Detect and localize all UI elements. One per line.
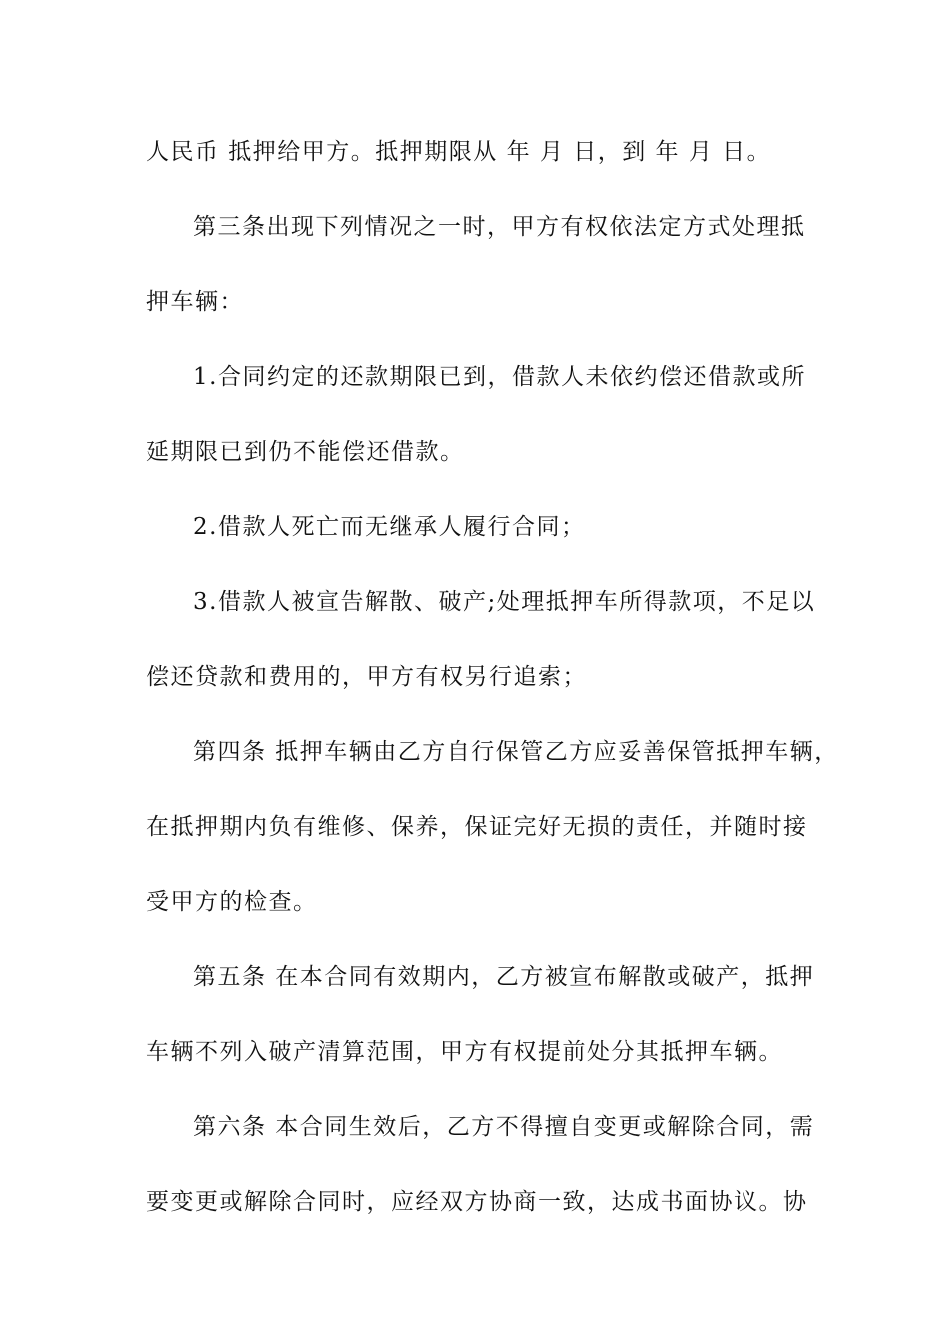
text-line-14: 第六条 本合同生效后，乙方不得擅自变更或解除合同，需 (193, 1114, 815, 1140)
text-line-1: 人民币 抵押给甲方。抵押期限从 年 月 日，到 年 月 日。 (146, 139, 772, 165)
text-line-5: 延期限已到仍不能偿还借款。 (146, 439, 465, 465)
text-line-12: 第五条 在本合同有效期内，乙方被宣布解散或破产，抵押 (193, 964, 815, 990)
text-line-6: 2.借款人死亡而无继承人履行合同； (193, 514, 586, 540)
text-line-11: 受甲方的检查。 (146, 889, 318, 915)
text-line-13: 车辆不列入破产清算范围，甲方有权提前处分其抵押车辆。 (146, 1039, 783, 1065)
text-line-4: 1.合同约定的还款期限已到，借款人未依约偿还借款或所 (193, 364, 806, 390)
text-line-2: 第三条出现下列情况之一时，甲方有权依法定方式处理抵 (193, 214, 806, 240)
text-line-9: 第四条 抵押车辆由乙方自行保管乙方应妥善保管抵押车辆， (193, 739, 839, 765)
text-line-3: 押车辆： (146, 289, 244, 315)
text-line-15: 要变更或解除合同时，应经双方协商一致，达成书面协议。协 (146, 1189, 808, 1215)
text-line-10: 在抵押期内负有维修、保养，保证完好无损的责任，并随时接 (146, 814, 808, 840)
text-line-7: 3.借款人被宣告解散、破产;处理抵押车所得款项，不足以 (193, 589, 816, 615)
text-line-8: 偿还贷款和费用的，甲方有权另行追索； (146, 664, 587, 690)
